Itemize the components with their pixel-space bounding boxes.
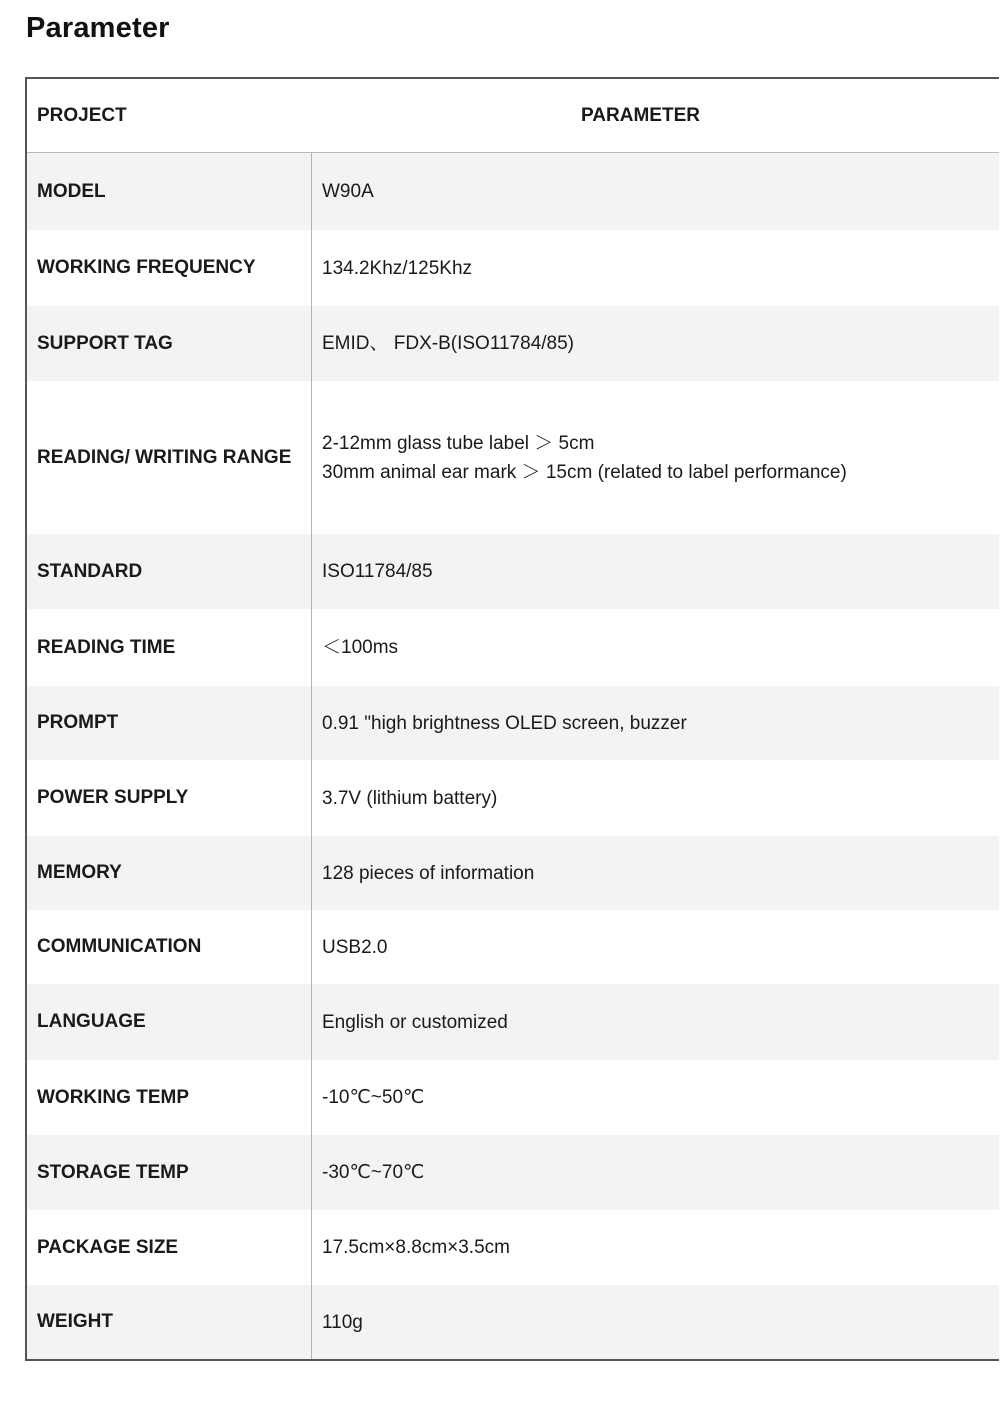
table-row-working-temp: [27, 1060, 999, 1135]
table-row-power-supply: [27, 760, 999, 836]
row-label: STORAGE TEMP: [27, 1135, 312, 1210]
table-row-weight: [27, 1285, 999, 1359]
row-value: 3.7V (lithium battery): [322, 787, 498, 809]
row-value: -30℃~70℃: [322, 1162, 425, 1183]
row-label: READING TIME: [27, 609, 312, 686]
page-title: Parameter: [26, 12, 170, 44]
row-label: POWER SUPPLY: [27, 760, 312, 836]
table-row-working-frequency: [27, 230, 999, 306]
row-label: WEIGHT: [27, 1285, 312, 1359]
table-row-reading-writing-range: [27, 381, 999, 534]
table-row-prompt: [27, 686, 999, 760]
row-label: LANGUAGE: [27, 984, 312, 1060]
table-row-standard: [27, 534, 999, 609]
row-value: USB2.0: [322, 936, 388, 958]
table-row-language: [27, 984, 999, 1060]
row-label: WORKING TEMP: [27, 1060, 312, 1135]
row-label: MODEL: [27, 153, 312, 230]
row-label: SUPPORT TAG: [27, 306, 312, 381]
table-row-memory: [27, 836, 999, 910]
row-label: MEMORY: [27, 836, 312, 910]
row-value: 110g: [322, 1311, 363, 1333]
row-value: 134.2Khz/125Khz: [322, 257, 473, 279]
row-label: PROMPT: [27, 686, 312, 760]
table-header-row: [27, 79, 999, 153]
row-value: 17.5cm×8.8cm×3.5cm: [322, 1237, 510, 1258]
table-row-support-tag: [27, 306, 999, 381]
row-value: EMID、 FDX-B(ISO11784/85): [322, 333, 575, 354]
row-value: 128 pieces of information: [322, 862, 535, 884]
row-value: ＜100ms: [322, 637, 399, 658]
row-value: 0.91 "high brightness OLED screen, buzzer: [322, 712, 687, 734]
row-label: STANDARD: [27, 534, 312, 609]
row-label: READING/ WRITING RANGE: [27, 381, 312, 534]
row-value: English or customized: [322, 1011, 508, 1033]
row-label: PACKAGE SIZE: [27, 1210, 312, 1285]
table-row-model: [27, 153, 999, 230]
range-line-2: 30mm animal ear mark ＞ 15cm (related to label performance): [322, 461, 847, 483]
table-row-storage-temp: [27, 1135, 999, 1210]
row-label: COMMUNICATION: [27, 910, 312, 984]
table-row-package-size: [27, 1210, 999, 1285]
row-label: WORKING FREQUENCY: [27, 230, 312, 306]
range-line-1: 2-12mm glass tube label ＞ 5cm: [322, 432, 595, 454]
row-value: [312, 381, 999, 534]
table-row-reading-time: [27, 609, 999, 686]
row-value: ISO11784/85: [322, 561, 433, 582]
row-value: W90A: [322, 181, 374, 202]
row-value: -10℃~50℃: [322, 1087, 425, 1108]
table-row-communication: [27, 910, 999, 984]
column-header-project: PROJECT: [37, 104, 127, 126]
parameter-table: [25, 77, 999, 1361]
column-header-parameter: PARAMETER: [581, 104, 700, 126]
